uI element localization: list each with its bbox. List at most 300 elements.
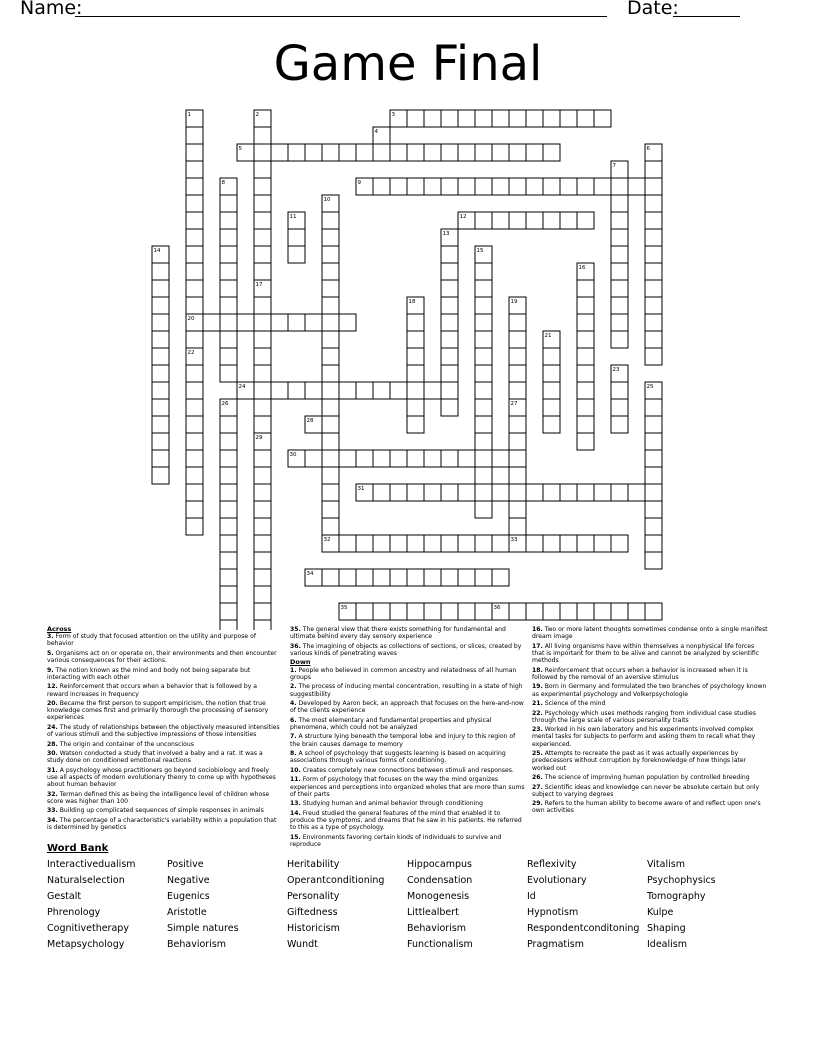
- grid-cell[interactable]: [645, 178, 662, 195]
- grid-cell[interactable]: [645, 450, 662, 467]
- grid-cell[interactable]: [254, 484, 271, 501]
- grid-cell[interactable]: [458, 144, 475, 161]
- grid-cell[interactable]: [373, 484, 390, 501]
- grid-cell[interactable]: [509, 433, 526, 450]
- grid-cell[interactable]: [220, 586, 237, 603]
- grid-cell[interactable]: [322, 450, 339, 467]
- grid-cell[interactable]: [237, 314, 254, 331]
- grid-cell[interactable]: [220, 314, 237, 331]
- grid-cell[interactable]: [509, 484, 526, 501]
- grid-cell[interactable]: [254, 450, 271, 467]
- grid-cell[interactable]: [475, 212, 492, 229]
- grid-cell[interactable]: [475, 569, 492, 586]
- grid-cell[interactable]: [509, 518, 526, 535]
- grid-cell[interactable]: [441, 144, 458, 161]
- grid-cell[interactable]: [254, 348, 271, 365]
- grid-cell[interactable]: [322, 365, 339, 382]
- grid-cell[interactable]: [407, 382, 424, 399]
- grid-cell[interactable]: [594, 178, 611, 195]
- grid-cell[interactable]: [492, 178, 509, 195]
- grid-cell[interactable]: [526, 535, 543, 552]
- grid-cell[interactable]: [509, 501, 526, 518]
- grid-cell[interactable]: [356, 450, 373, 467]
- grid-cell[interactable]: [254, 331, 271, 348]
- grid-cell[interactable]: [254, 178, 271, 195]
- grid-cell[interactable]: [475, 178, 492, 195]
- grid-cell[interactable]: [271, 314, 288, 331]
- grid-cell[interactable]: [594, 535, 611, 552]
- grid-cell[interactable]: [475, 314, 492, 331]
- grid-cell[interactable]: [509, 348, 526, 365]
- grid-cell[interactable]: [220, 263, 237, 280]
- grid-cell[interactable]: [645, 246, 662, 263]
- grid-cell[interactable]: [186, 246, 203, 263]
- grid-cell[interactable]: [560, 603, 577, 620]
- grid-cell[interactable]: [373, 382, 390, 399]
- grid-cell[interactable]: [611, 603, 628, 620]
- grid-cell[interactable]: [407, 535, 424, 552]
- grid-cell[interactable]: [441, 484, 458, 501]
- grid-cell[interactable]: [475, 348, 492, 365]
- grid-cell[interactable]: [577, 314, 594, 331]
- grid-cell[interactable]: [645, 535, 662, 552]
- grid-cell[interactable]: [628, 178, 645, 195]
- grid-cell[interactable]: [577, 178, 594, 195]
- grid-cell[interactable]: [220, 450, 237, 467]
- grid-cell[interactable]: [475, 263, 492, 280]
- grid-cell[interactable]: [628, 603, 645, 620]
- grid-cell[interactable]: [186, 365, 203, 382]
- grid-cell[interactable]: [220, 280, 237, 297]
- grid-cell[interactable]: [475, 433, 492, 450]
- grid-cell[interactable]: [373, 603, 390, 620]
- grid-cell[interactable]: [220, 552, 237, 569]
- grid-cell[interactable]: [322, 212, 339, 229]
- grid-cell[interactable]: [322, 144, 339, 161]
- grid-cell[interactable]: [220, 484, 237, 501]
- grid-cell[interactable]: [186, 178, 203, 195]
- grid-cell[interactable]: [543, 348, 560, 365]
- grid-cell[interactable]: [645, 331, 662, 348]
- grid-cell[interactable]: [254, 603, 271, 620]
- grid-cell[interactable]: [611, 535, 628, 552]
- grid-cell[interactable]: [543, 144, 560, 161]
- grid-cell[interactable]: [543, 212, 560, 229]
- grid-cell[interactable]: [339, 382, 356, 399]
- grid-cell[interactable]: [407, 365, 424, 382]
- grid-cell[interactable]: [577, 212, 594, 229]
- grid-cell[interactable]: [611, 331, 628, 348]
- grid-cell[interactable]: [458, 178, 475, 195]
- grid-cell[interactable]: [152, 297, 169, 314]
- grid-cell[interactable]: [186, 467, 203, 484]
- grid-cell[interactable]: [203, 314, 220, 331]
- grid-cell[interactable]: [305, 382, 322, 399]
- grid-cell[interactable]: [271, 382, 288, 399]
- grid-cell[interactable]: [254, 467, 271, 484]
- grid-cell[interactable]: [390, 603, 407, 620]
- grid-cell[interactable]: [220, 212, 237, 229]
- grid-cell[interactable]: [254, 382, 271, 399]
- grid-cell[interactable]: [254, 314, 271, 331]
- grid-cell[interactable]: [475, 280, 492, 297]
- grid-cell[interactable]: [645, 433, 662, 450]
- grid-cell[interactable]: [186, 263, 203, 280]
- grid-cell[interactable]: [254, 297, 271, 314]
- grid-cell[interactable]: [645, 603, 662, 620]
- grid-cell[interactable]: [645, 195, 662, 212]
- grid-cell[interactable]: [492, 144, 509, 161]
- grid-cell[interactable]: [475, 535, 492, 552]
- grid-cell[interactable]: [645, 467, 662, 484]
- grid-cell[interactable]: [152, 348, 169, 365]
- grid-cell[interactable]: [220, 195, 237, 212]
- grid-cell[interactable]: [526, 144, 543, 161]
- grid-cell[interactable]: [254, 212, 271, 229]
- grid-cell[interactable]: [220, 518, 237, 535]
- grid-cell[interactable]: [254, 569, 271, 586]
- grid-cell[interactable]: [322, 399, 339, 416]
- grid-cell[interactable]: [458, 569, 475, 586]
- grid-cell[interactable]: [560, 535, 577, 552]
- grid-cell[interactable]: [152, 382, 169, 399]
- grid-cell[interactable]: [407, 603, 424, 620]
- grid-cell[interactable]: [509, 382, 526, 399]
- grid-cell[interactable]: [186, 382, 203, 399]
- grid-cell[interactable]: [322, 501, 339, 518]
- grid-cell[interactable]: [492, 484, 509, 501]
- grid-cell[interactable]: [424, 382, 441, 399]
- grid-cell[interactable]: [492, 535, 509, 552]
- grid-cell[interactable]: [577, 297, 594, 314]
- grid-cell[interactable]: [186, 484, 203, 501]
- grid-cell[interactable]: [594, 603, 611, 620]
- grid-cell[interactable]: [390, 569, 407, 586]
- grid-cell[interactable]: [458, 484, 475, 501]
- grid-cell[interactable]: [322, 246, 339, 263]
- grid-cell[interactable]: [288, 314, 305, 331]
- grid-cell[interactable]: [475, 467, 492, 484]
- grid-cell[interactable]: [424, 178, 441, 195]
- grid-cell[interactable]: [458, 450, 475, 467]
- grid-cell[interactable]: [475, 501, 492, 518]
- grid-cell[interactable]: [543, 603, 560, 620]
- grid-cell[interactable]: [356, 535, 373, 552]
- grid-cell[interactable]: [509, 178, 526, 195]
- grid-cell[interactable]: [220, 603, 237, 620]
- grid-cell[interactable]: [152, 467, 169, 484]
- grid-cell[interactable]: [424, 144, 441, 161]
- grid-cell[interactable]: [526, 484, 543, 501]
- grid-cell[interactable]: [322, 297, 339, 314]
- grid-cell[interactable]: [543, 416, 560, 433]
- grid-cell[interactable]: [356, 603, 373, 620]
- grid-cell[interactable]: [356, 144, 373, 161]
- grid-cell[interactable]: [492, 450, 509, 467]
- grid-cell[interactable]: [475, 144, 492, 161]
- grid-cell[interactable]: [407, 416, 424, 433]
- grid-cell[interactable]: [152, 399, 169, 416]
- grid-cell[interactable]: [543, 178, 560, 195]
- grid-cell[interactable]: [407, 484, 424, 501]
- grid-cell[interactable]: [611, 212, 628, 229]
- grid-cell[interactable]: [526, 178, 543, 195]
- grid-cell[interactable]: [220, 416, 237, 433]
- grid-cell[interactable]: [186, 229, 203, 246]
- grid-cell[interactable]: [322, 382, 339, 399]
- grid-cell[interactable]: [254, 399, 271, 416]
- grid-cell[interactable]: [492, 212, 509, 229]
- grid-cell[interactable]: [322, 569, 339, 586]
- grid-cell[interactable]: [526, 212, 543, 229]
- grid-cell[interactable]: [628, 484, 645, 501]
- grid-cell[interactable]: [407, 314, 424, 331]
- grid-cell[interactable]: [305, 450, 322, 467]
- grid-cell[interactable]: [390, 450, 407, 467]
- grid-cell[interactable]: [645, 484, 662, 501]
- grid-cell[interactable]: [220, 467, 237, 484]
- grid-cell[interactable]: [322, 348, 339, 365]
- grid-cell[interactable]: [254, 263, 271, 280]
- grid-cell[interactable]: [611, 297, 628, 314]
- grid-cell[interactable]: [407, 331, 424, 348]
- grid-cell[interactable]: [441, 569, 458, 586]
- grid-cell[interactable]: [611, 484, 628, 501]
- grid-cell[interactable]: [577, 399, 594, 416]
- grid-cell[interactable]: [560, 212, 577, 229]
- grid-cell[interactable]: [458, 110, 475, 127]
- grid-cell[interactable]: [254, 518, 271, 535]
- grid-cell[interactable]: [407, 399, 424, 416]
- grid-cell[interactable]: [186, 212, 203, 229]
- grid-cell[interactable]: [611, 280, 628, 297]
- grid-cell[interactable]: [254, 552, 271, 569]
- grid-cell[interactable]: [475, 399, 492, 416]
- grid-cell[interactable]: [152, 280, 169, 297]
- grid-cell[interactable]: [186, 127, 203, 144]
- grid-cell[interactable]: [577, 331, 594, 348]
- grid-cell[interactable]: [611, 195, 628, 212]
- grid-cell[interactable]: [339, 314, 356, 331]
- grid-cell[interactable]: [407, 348, 424, 365]
- grid-cell[interactable]: [373, 450, 390, 467]
- grid-cell[interactable]: [390, 382, 407, 399]
- grid-cell[interactable]: [594, 110, 611, 127]
- grid-cell[interactable]: [407, 569, 424, 586]
- grid-cell[interactable]: [322, 280, 339, 297]
- grid-cell[interactable]: [543, 535, 560, 552]
- grid-cell[interactable]: [339, 450, 356, 467]
- grid-cell[interactable]: [424, 450, 441, 467]
- grid-cell[interactable]: [560, 484, 577, 501]
- grid-cell[interactable]: [645, 518, 662, 535]
- grid-cell[interactable]: [407, 178, 424, 195]
- grid-cell[interactable]: [475, 416, 492, 433]
- grid-cell[interactable]: [611, 229, 628, 246]
- grid-cell[interactable]: [220, 331, 237, 348]
- grid-cell[interactable]: [645, 212, 662, 229]
- grid-cell[interactable]: [424, 603, 441, 620]
- grid-cell[interactable]: [509, 416, 526, 433]
- grid-cell[interactable]: [152, 365, 169, 382]
- grid-cell[interactable]: [577, 535, 594, 552]
- grid-cell[interactable]: [322, 331, 339, 348]
- grid-cell[interactable]: [441, 246, 458, 263]
- grid-cell[interactable]: [611, 178, 628, 195]
- grid-cell[interactable]: [577, 433, 594, 450]
- grid-cell[interactable]: [152, 433, 169, 450]
- grid-cell[interactable]: [424, 484, 441, 501]
- grid-cell[interactable]: [339, 535, 356, 552]
- grid-cell[interactable]: [611, 416, 628, 433]
- grid-cell[interactable]: [441, 314, 458, 331]
- grid-cell[interactable]: [458, 535, 475, 552]
- grid-cell[interactable]: [254, 365, 271, 382]
- grid-cell[interactable]: [441, 263, 458, 280]
- grid-cell[interactable]: [186, 399, 203, 416]
- grid-cell[interactable]: [475, 450, 492, 467]
- grid-cell[interactable]: [288, 229, 305, 246]
- grid-cell[interactable]: [509, 603, 526, 620]
- grid-cell[interactable]: [322, 484, 339, 501]
- grid-cell[interactable]: [509, 450, 526, 467]
- grid-cell[interactable]: [645, 297, 662, 314]
- grid-cell[interactable]: [152, 450, 169, 467]
- grid-cell[interactable]: [322, 467, 339, 484]
- grid-cell[interactable]: [475, 484, 492, 501]
- grid-cell[interactable]: [373, 178, 390, 195]
- grid-cell[interactable]: [645, 161, 662, 178]
- grid-cell[interactable]: [152, 263, 169, 280]
- grid-cell[interactable]: [645, 501, 662, 518]
- grid-cell[interactable]: [441, 603, 458, 620]
- grid-cell[interactable]: [373, 144, 390, 161]
- grid-cell[interactable]: [254, 195, 271, 212]
- grid-cell[interactable]: [288, 382, 305, 399]
- grid-cell[interactable]: [645, 280, 662, 297]
- grid-cell[interactable]: [577, 280, 594, 297]
- grid-cell[interactable]: [390, 178, 407, 195]
- grid-cell[interactable]: [458, 603, 475, 620]
- grid-cell[interactable]: [186, 195, 203, 212]
- grid-cell[interactable]: [594, 484, 611, 501]
- grid-cell[interactable]: [577, 416, 594, 433]
- grid-cell[interactable]: [543, 484, 560, 501]
- grid-cell[interactable]: [577, 365, 594, 382]
- grid-cell[interactable]: [475, 365, 492, 382]
- grid-cell[interactable]: [186, 161, 203, 178]
- grid-cell[interactable]: [322, 229, 339, 246]
- grid-cell[interactable]: [356, 569, 373, 586]
- grid-cell[interactable]: [509, 314, 526, 331]
- grid-cell[interactable]: [509, 110, 526, 127]
- grid-cell[interactable]: [441, 535, 458, 552]
- grid-cell[interactable]: [611, 314, 628, 331]
- grid-cell[interactable]: [441, 382, 458, 399]
- grid-cell[interactable]: [152, 416, 169, 433]
- grid-cell[interactable]: [356, 382, 373, 399]
- grid-cell[interactable]: [509, 144, 526, 161]
- grid-cell[interactable]: [407, 144, 424, 161]
- grid-cell[interactable]: [390, 484, 407, 501]
- grid-cell[interactable]: [373, 569, 390, 586]
- grid-cell[interactable]: [254, 586, 271, 603]
- grid-cell[interactable]: [186, 280, 203, 297]
- grid-cell[interactable]: [288, 246, 305, 263]
- grid-cell[interactable]: [611, 399, 628, 416]
- grid-cell[interactable]: [560, 178, 577, 195]
- grid-cell[interactable]: [220, 348, 237, 365]
- grid-cell[interactable]: [390, 535, 407, 552]
- grid-cell[interactable]: [577, 110, 594, 127]
- grid-cell[interactable]: [322, 263, 339, 280]
- grid-cell[interactable]: [424, 110, 441, 127]
- grid-cell[interactable]: [475, 331, 492, 348]
- grid-cell[interactable]: [577, 603, 594, 620]
- grid-cell[interactable]: [543, 399, 560, 416]
- grid-cell[interactable]: [254, 127, 271, 144]
- grid-cell[interactable]: [424, 569, 441, 586]
- grid-cell[interactable]: [645, 399, 662, 416]
- grid-cell[interactable]: [407, 450, 424, 467]
- grid-cell[interactable]: [645, 416, 662, 433]
- grid-cell[interactable]: [271, 144, 288, 161]
- grid-cell[interactable]: [475, 603, 492, 620]
- grid-cell[interactable]: [441, 348, 458, 365]
- grid-cell[interactable]: [254, 535, 271, 552]
- grid-cell[interactable]: [645, 229, 662, 246]
- grid-cell[interactable]: [390, 144, 407, 161]
- grid-cell[interactable]: [543, 110, 560, 127]
- grid-cell[interactable]: [220, 229, 237, 246]
- grid-cell[interactable]: [220, 569, 237, 586]
- grid-cell[interactable]: [611, 382, 628, 399]
- grid-cell[interactable]: [322, 314, 339, 331]
- grid-cell[interactable]: [186, 501, 203, 518]
- grid-cell[interactable]: [254, 416, 271, 433]
- grid-cell[interactable]: [339, 144, 356, 161]
- grid-cell[interactable]: [441, 110, 458, 127]
- grid-cell[interactable]: [475, 110, 492, 127]
- grid-cell[interactable]: [373, 535, 390, 552]
- grid-cell[interactable]: [645, 552, 662, 569]
- grid-cell[interactable]: [645, 263, 662, 280]
- grid-cell[interactable]: [220, 535, 237, 552]
- grid-cell[interactable]: [611, 246, 628, 263]
- grid-cell[interactable]: [543, 382, 560, 399]
- grid-cell[interactable]: [186, 450, 203, 467]
- grid-cell[interactable]: [254, 501, 271, 518]
- grid-cell[interactable]: [254, 229, 271, 246]
- grid-cell[interactable]: [441, 399, 458, 416]
- grid-cell[interactable]: [509, 331, 526, 348]
- grid-cell[interactable]: [186, 297, 203, 314]
- grid-cell[interactable]: [186, 433, 203, 450]
- grid-cell[interactable]: [441, 297, 458, 314]
- grid-cell[interactable]: [577, 348, 594, 365]
- grid-cell[interactable]: [509, 212, 526, 229]
- grid-cell[interactable]: [526, 110, 543, 127]
- grid-cell[interactable]: [305, 144, 322, 161]
- grid-cell[interactable]: [441, 178, 458, 195]
- grid-cell[interactable]: [441, 331, 458, 348]
- grid-cell[interactable]: [220, 433, 237, 450]
- grid-cell[interactable]: [577, 382, 594, 399]
- grid-cell[interactable]: [475, 382, 492, 399]
- grid-cell[interactable]: [424, 535, 441, 552]
- grid-cell[interactable]: [543, 365, 560, 382]
- grid-cell[interactable]: [339, 569, 356, 586]
